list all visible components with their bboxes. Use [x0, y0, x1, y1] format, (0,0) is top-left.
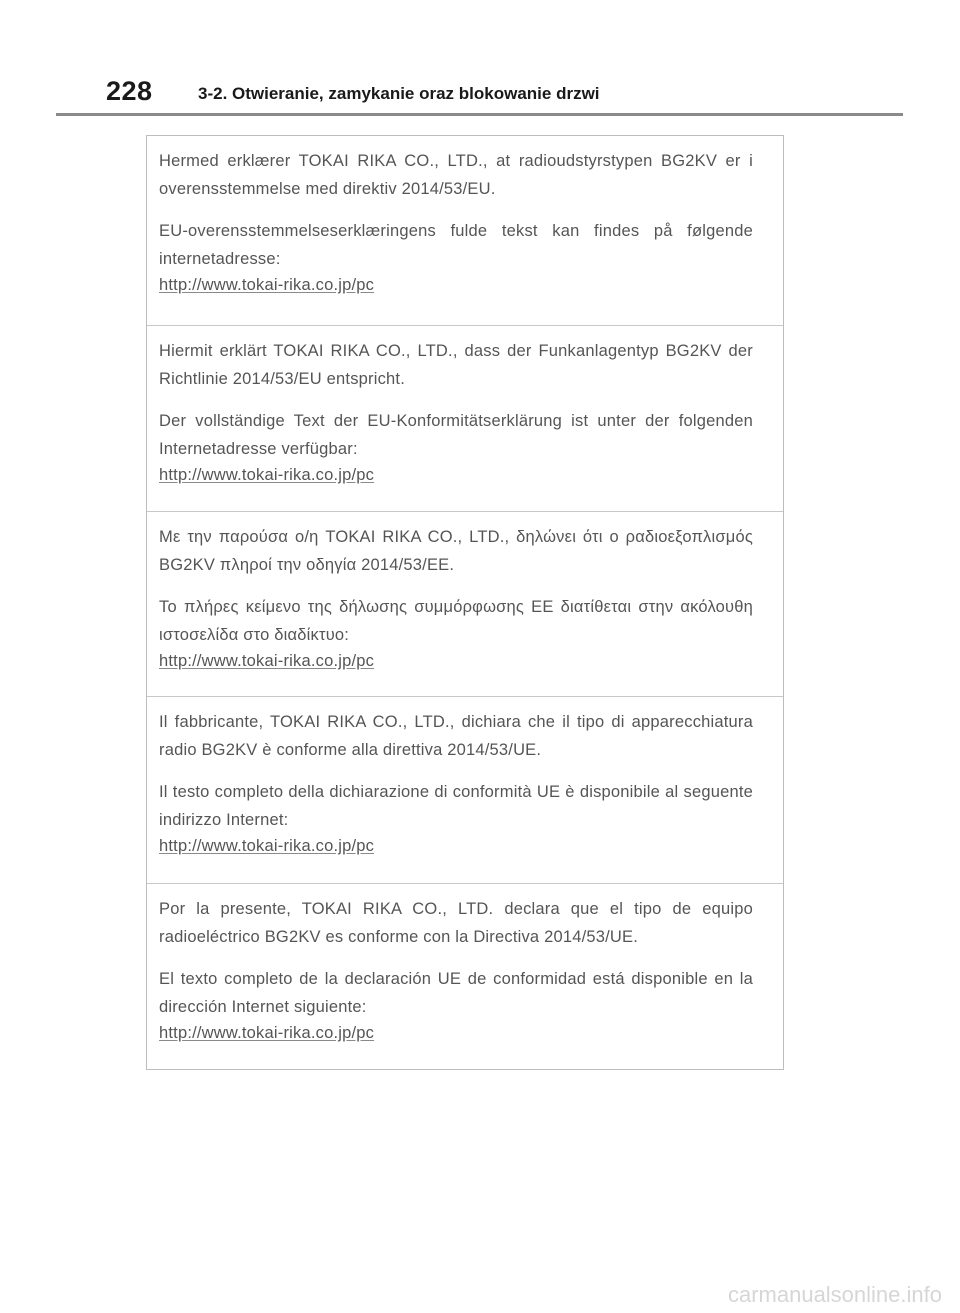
declaration-statement: Por la presente, TOKAI RIKA CO., LTD. declara que el tipo de equipo radioeléctrico BG2KV es conforme con la Directiva 2014/53/UE.: [159, 900, 753, 946]
page-number: 228: [106, 76, 153, 106]
declaration-row-italian: [147, 697, 783, 884]
declaration-statement: Hiermit erklärt TOKAI RIKA CO., LTD., dass der Funkanlagentyp BG2KV der Richtlinie 2014/53/EU entspricht.: [159, 342, 753, 388]
header-rule: [56, 113, 903, 116]
declaration-table: [146, 135, 784, 1070]
declaration-availability: Il testo completo della dichiarazione di conformità UE è disponibile al seguente indirizzo Internet:: [159, 783, 753, 829]
declaration-availability: EU-overensstemmelseserklæringens fulde tekst kan findes på følgende internetadresse:: [159, 222, 753, 268]
declaration-link[interactable]: http://www.tokai-rika.co.jp/pc: [159, 652, 375, 670]
declaration-link[interactable]: http://www.tokai-rika.co.jp/pc: [159, 1024, 375, 1042]
declaration-row-danish: [147, 136, 783, 326]
declaration-availability: Το πλήρες κείμενο της δήλωσης συμμόρφωσης ΕΕ διατίθεται στην ακόλουθη ιστοσελίδα στο διαδίκτυο:: [159, 598, 753, 644]
declaration-link[interactable]: http://www.tokai-rika.co.jp/pc: [159, 837, 375, 855]
declaration-link[interactable]: http://www.tokai-rika.co.jp/pc: [159, 466, 375, 484]
section-title: 3-2. Otwieranie, zamykanie oraz blokowanie drzwi: [198, 84, 600, 103]
declaration-statement: Il fabbricante, TOKAI RIKA CO., LTD., dichiara che il tipo di apparecchiatura radio BG2KV è conforme alla direttiva 2014/53/UE.: [159, 713, 753, 759]
declaration-availability: El texto completo de la declaración UE de conformidad está disponible en la dirección Internet siguiente:: [159, 970, 753, 1016]
declaration-row-spanish: [147, 884, 783, 1069]
declaration-statement: Hermed erklærer TOKAI RIKA CO., LTD., at radioudstyrstypen BG2KV er i overensstemmelse med direktiv 2014/53/EU.: [159, 152, 753, 198]
watermark: carmanualsonline.info: [727, 1282, 942, 1307]
declaration-row-greek: [147, 512, 783, 697]
declaration-statement: Με την παρούσα ο/η TOKAI RIKA CO., LTD., δηλώνει ότι ο ραδιοεξοπλισμός BG2KV πληροί την οδηγία 2014/53/ΕΕ.: [159, 528, 753, 574]
declaration-link[interactable]: http://www.tokai-rika.co.jp/pc: [159, 276, 375, 294]
declaration-availability: Der vollständige Text der EU-Konformitätserklärung ist unter der folgenden Internetadresse verfügbar:: [159, 412, 753, 458]
declaration-row-german: [147, 326, 783, 512]
